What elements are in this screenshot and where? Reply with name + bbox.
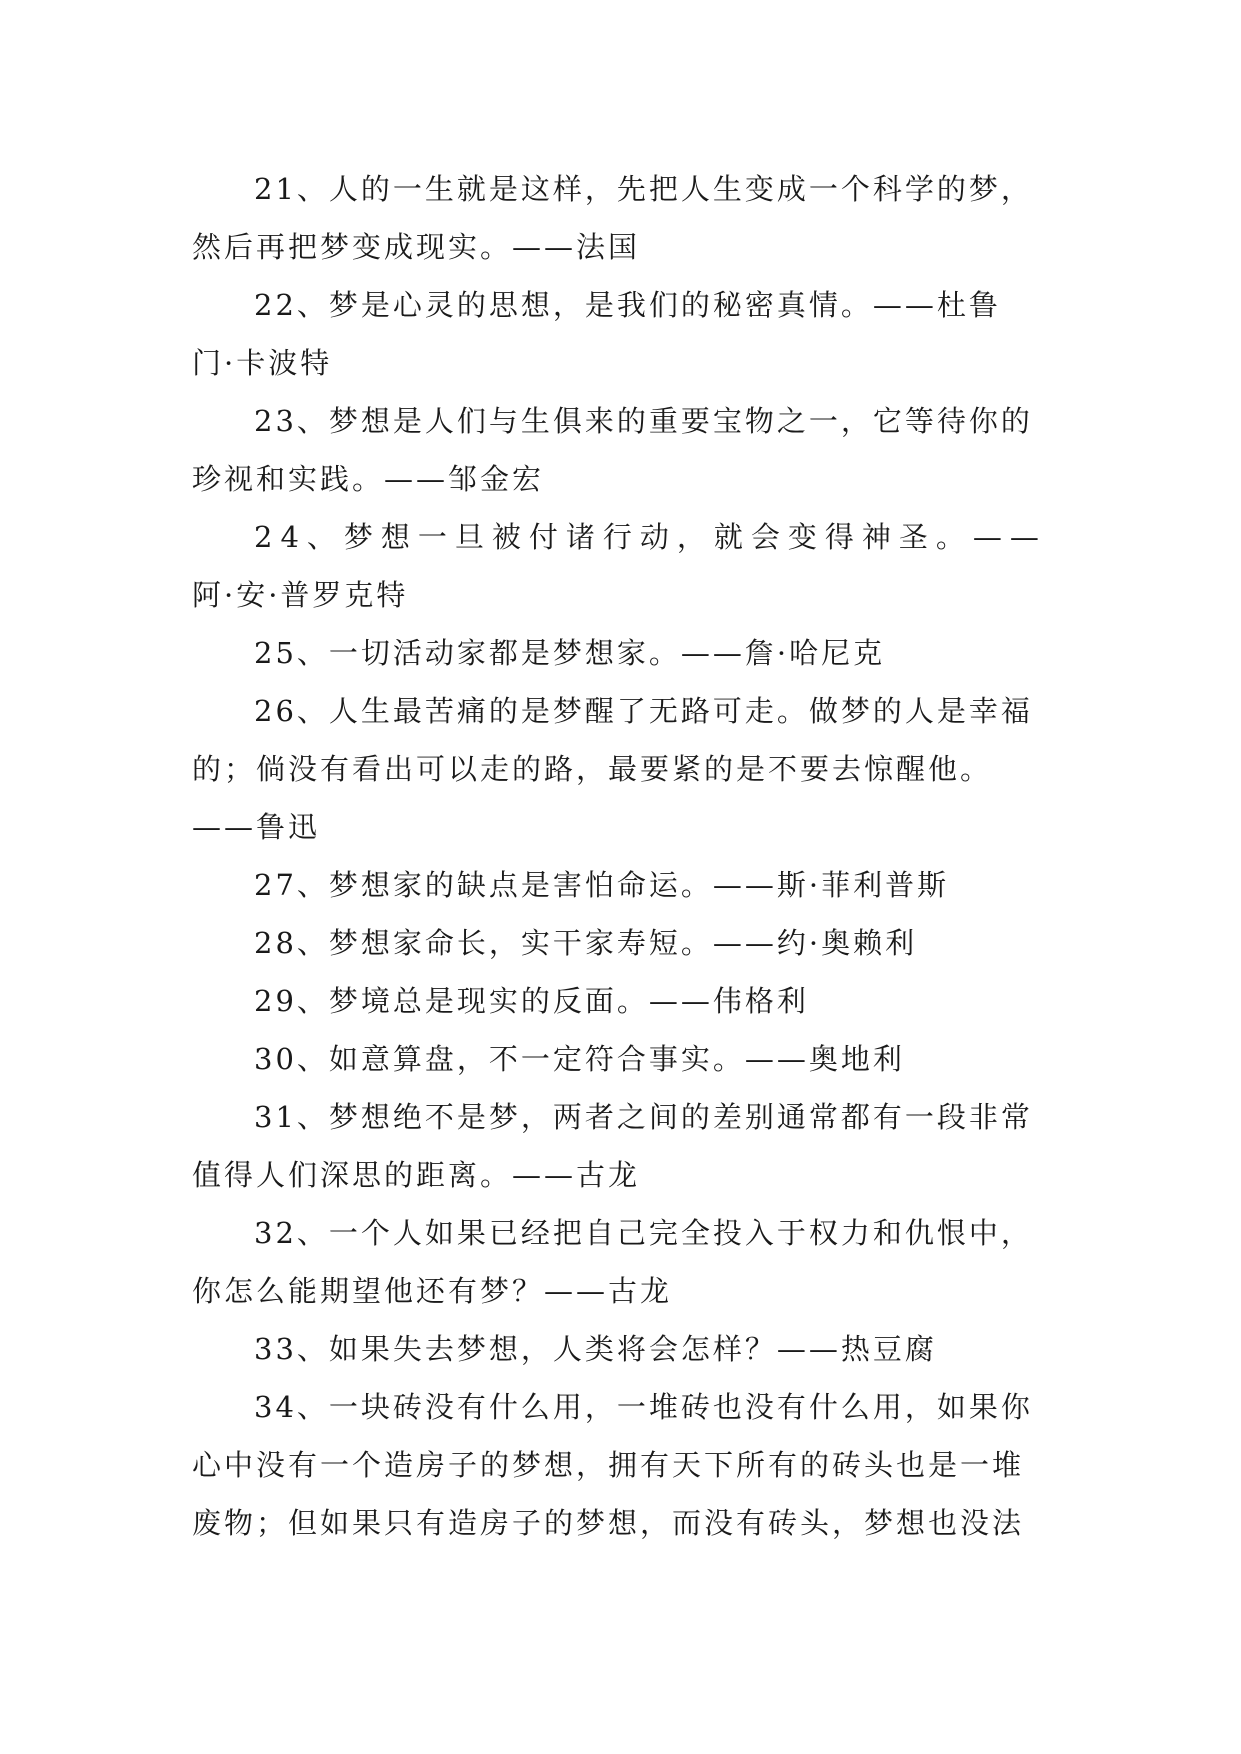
quote-23 [192, 392, 1052, 508]
quote-line: 24、梦想一旦被付诸行动，就会变得神圣。—— [254, 520, 1047, 554]
quote-line: 30、如意算盘，不一定符合事实。——奥地利 [254, 1042, 905, 1076]
quote-34 [192, 1378, 1052, 1552]
quote-line: 22、梦是心灵的思想，是我们的秘密真情。——杜鲁 [254, 288, 1001, 322]
quote-line: 27、梦想家的缺点是害怕命运。——斯·菲利普斯 [254, 868, 950, 902]
quote-line: 的；倘没有看出可以走的路，最要紧的是不要去惊醒他。 [192, 752, 993, 786]
quote-line: 31、梦想绝不是梦，两者之间的差别通常都有一段非常 [254, 1100, 1033, 1134]
quote-28 [192, 914, 1052, 972]
quote-line: ——鲁迅 [192, 810, 321, 844]
quote-line: 你怎么能期望他还有梦？——古龙 [192, 1274, 673, 1308]
quote-line: 28、梦想家命长，实干家寿短。——约·奥赖利 [254, 926, 918, 960]
quote-21 [192, 160, 1052, 276]
quote-line: 33、如果失去梦想，人类将会怎样？——热豆腐 [254, 1332, 937, 1366]
quote-line: 21、人的一生就是这样，先把人生变成一个科学的梦， [254, 172, 1033, 206]
quote-24 [192, 508, 1052, 624]
quote-29 [192, 972, 1052, 1030]
quote-line: 29、梦境总是现实的反面。——伟格利 [254, 984, 809, 1018]
quote-line: 心中没有一个造房子的梦想，拥有天下所有的砖头也是一堆 [192, 1448, 1025, 1482]
quote-22 [192, 276, 1052, 392]
quote-line: 珍视和实践。——邹金宏 [192, 462, 545, 496]
quote-32 [192, 1204, 1052, 1320]
quote-33 [192, 1320, 1052, 1378]
quote-line: 阿·安·普罗克特 [192, 578, 409, 612]
quote-line: 废物；但如果只有造房子的梦想，而没有砖头，梦想也没法 [192, 1506, 1025, 1540]
quote-line: 34、一块砖没有什么用，一堆砖也没有什么用，如果你 [254, 1390, 1033, 1424]
quote-line: 26、人生最苦痛的是梦醒了无路可走。做梦的人是幸福 [254, 694, 1033, 728]
quote-line: 门·卡波特 [192, 346, 333, 380]
quote-26 [192, 682, 1052, 856]
quote-line: 然后再把梦变成现实。——法国 [192, 230, 641, 264]
quote-line: 32、一个人如果已经把自己完全投入于权力和仇恨中， [254, 1216, 1033, 1250]
quote-list [192, 160, 1052, 1552]
quote-line: 25、一切活动家都是梦想家。——詹·哈尼克 [254, 636, 886, 670]
quote-line: 23、梦想是人们与生俱来的重要宝物之一，它等待你的 [254, 404, 1033, 438]
quote-30 [192, 1030, 1052, 1088]
quote-25 [192, 624, 1052, 682]
quote-line: 值得人们深思的距离。——古龙 [192, 1158, 641, 1192]
quote-27 [192, 856, 1052, 914]
quote-31 [192, 1088, 1052, 1204]
